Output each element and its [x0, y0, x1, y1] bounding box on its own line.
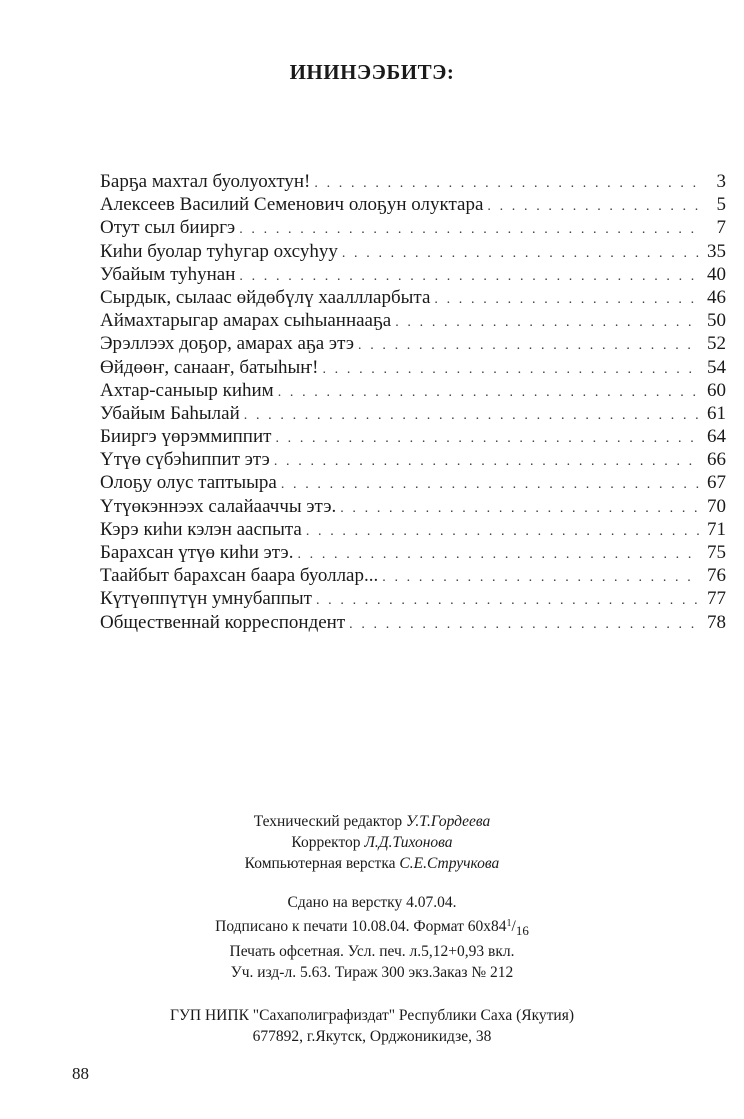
toc-leader-dots	[281, 473, 700, 496]
format-superscript: 1	[506, 918, 512, 929]
table-of-contents	[100, 170, 726, 634]
spacer	[0, 874, 744, 892]
toc-entry-title: Кэрэ киһи кэлэн ааспыта	[100, 518, 302, 540]
toc-entry-page: 3	[716, 171, 726, 192]
toc-row	[100, 611, 726, 634]
toc-entry-title: Бииргэ үөрэммиппит	[100, 426, 272, 448]
toc-entry-title: Үтүө сүбэһиппит этэ	[100, 449, 270, 471]
toc-entry-page: 54	[707, 356, 726, 378]
toc-entry-page: 35	[707, 240, 726, 262]
toc-leader-dots	[239, 218, 700, 241]
address-line: 677892, г.Якутск, Орджоникидзе, 38	[252, 1028, 492, 1045]
toc-leader-dots	[297, 543, 700, 566]
toc-row	[100, 332, 726, 355]
toc-entry-page: 61	[707, 402, 726, 424]
toc-entry-page: 52	[707, 333, 726, 355]
toc-row	[100, 495, 726, 518]
signed-text: Подписано к печати 10.08.04. Формат 60х84	[215, 918, 507, 935]
toc-leader-dots	[395, 311, 700, 334]
toc-leader-dots	[349, 613, 700, 636]
format-subscript: 16	[515, 923, 529, 938]
submitted-line: Сдано на верстку 4.07.04.	[287, 894, 457, 911]
toc-row	[100, 425, 726, 448]
toc-leader-dots	[434, 288, 700, 311]
toc-row	[100, 240, 726, 263]
toc-entry-title: Эрэллээх доҕор, амарах аҕа этэ	[100, 333, 354, 355]
toc-entry-page: 78	[707, 611, 726, 633]
toc-row	[100, 379, 726, 402]
layout-name: С.Е.Стручкова	[399, 855, 500, 872]
toc-entry-title: Өйдөөҥ, санааҥ, батыһыҥ!	[100, 356, 319, 378]
toc-entry-title: Отут сыл бииргэ	[100, 217, 236, 239]
corrector-line	[0, 832, 744, 853]
toc-leader-dots	[358, 334, 700, 357]
corrector-name: Л.Д.Тихонова	[364, 834, 453, 851]
toc-row	[100, 216, 726, 239]
toc-entry-title: Аймахтарыгар амарах сыһыаннааҕа	[100, 310, 392, 332]
toc-leader-dots	[274, 450, 700, 473]
toc-row	[100, 471, 726, 494]
toc-leader-dots	[306, 520, 700, 543]
toc-row	[100, 518, 726, 541]
toc-entry-title: Олоҕу олус таптыыра	[100, 472, 277, 494]
toc-entry-title: Убайым Баһылай	[100, 402, 240, 424]
tech-editor-name: У.Т.Гордеева	[405, 813, 491, 830]
toc-leader-dots	[322, 358, 700, 381]
format-slash: /	[511, 918, 516, 935]
toc-entry-title: Ахтар-саныыр киһим	[100, 379, 274, 401]
toc-row	[100, 356, 726, 379]
toc-row	[100, 286, 726, 309]
tech-editor-line	[0, 811, 744, 832]
toc-entry-title: Таайбыт барахсан баара буоллар...	[100, 565, 379, 587]
toc-entry-title: Киһи буолар туһугар охсуһуу	[100, 240, 338, 262]
imprint-block	[0, 811, 744, 1047]
toc-entry-page: 70	[707, 495, 726, 517]
toc-leader-dots	[239, 265, 700, 288]
toc-leader-dots	[340, 497, 700, 520]
page-number: 88	[72, 1064, 89, 1083]
tech-editor-label: Технический редактор	[253, 813, 403, 830]
toc-entry-page: 76	[707, 565, 726, 587]
toc-entry-page: 60	[707, 379, 726, 401]
corrector-label: Корректор	[291, 834, 361, 851]
toc-entry-page: 64	[707, 426, 726, 448]
layout-line	[0, 853, 744, 874]
toc-row	[100, 263, 726, 286]
spacer	[0, 983, 744, 1005]
toc-entry-title: Убайым туһунан	[100, 263, 236, 285]
toc-row	[100, 309, 726, 332]
toc-entry-title: Сырдык, сылаас өйдөбүлү хааллларбыта	[100, 286, 431, 308]
toc-entry-page: 5	[716, 194, 726, 216]
toc-row	[100, 193, 726, 216]
toc-row	[100, 170, 726, 193]
toc-row	[100, 564, 726, 587]
toc-row	[100, 402, 726, 425]
toc-entry-page: 66	[707, 449, 726, 471]
toc-entry-page: 50	[707, 310, 726, 332]
toc-entry-page: 77	[707, 588, 726, 610]
toc-entry-title: Барҕа махтал буолуохтун!	[100, 171, 311, 192]
toc-leader-dots	[342, 242, 700, 265]
toc-entry-title: Алексеев Василий Семенович олоҕун олуктара	[100, 194, 484, 216]
edition-info-line: Уч. изд-л. 5.63. Тираж 300 экз.Заказ № 212	[230, 964, 514, 981]
toc-entry-page: 46	[707, 286, 726, 308]
toc-entry-title: Күтүөппүтүн умнубаппыт	[100, 588, 312, 610]
toc-entry-page: 75	[707, 542, 726, 563]
toc-leader-dots	[278, 381, 700, 404]
toc-leader-dots	[382, 566, 700, 589]
print-info-line: Печать офсетная. Усл. печ. л.5,12+0,93 вкл.	[229, 943, 515, 960]
toc-leader-dots	[487, 195, 700, 218]
toc-entry-page: 7	[716, 217, 726, 239]
toc-entry-page: 40	[707, 263, 726, 285]
toc-entry-title: Общественнай корреспондент	[100, 611, 346, 633]
toc-entry-page: 71	[707, 518, 726, 540]
toc-entry-page: 67	[707, 472, 726, 494]
toc-row	[100, 448, 726, 471]
publisher-line: ГУП НИПК "Сахаполиграфиздат" Республики Саха (Якутия)	[169, 1007, 574, 1024]
page-title: ИНИНЭЭБИТЭ:	[289, 60, 455, 84]
toc-leader-dots	[316, 589, 700, 612]
toc-entry-title: Үтүөкэннээх салайааччы этэ.	[100, 495, 337, 517]
toc-row	[100, 587, 726, 610]
toc-leader-dots	[275, 427, 700, 450]
layout-label: Компьютерная верстка	[244, 855, 396, 872]
toc-entry-title: Барахсан үтүө киһи этэ.	[100, 542, 294, 563]
toc-row	[100, 541, 726, 564]
toc-leader-dots	[314, 172, 700, 195]
signed-line	[0, 913, 744, 941]
toc-leader-dots	[244, 404, 700, 427]
